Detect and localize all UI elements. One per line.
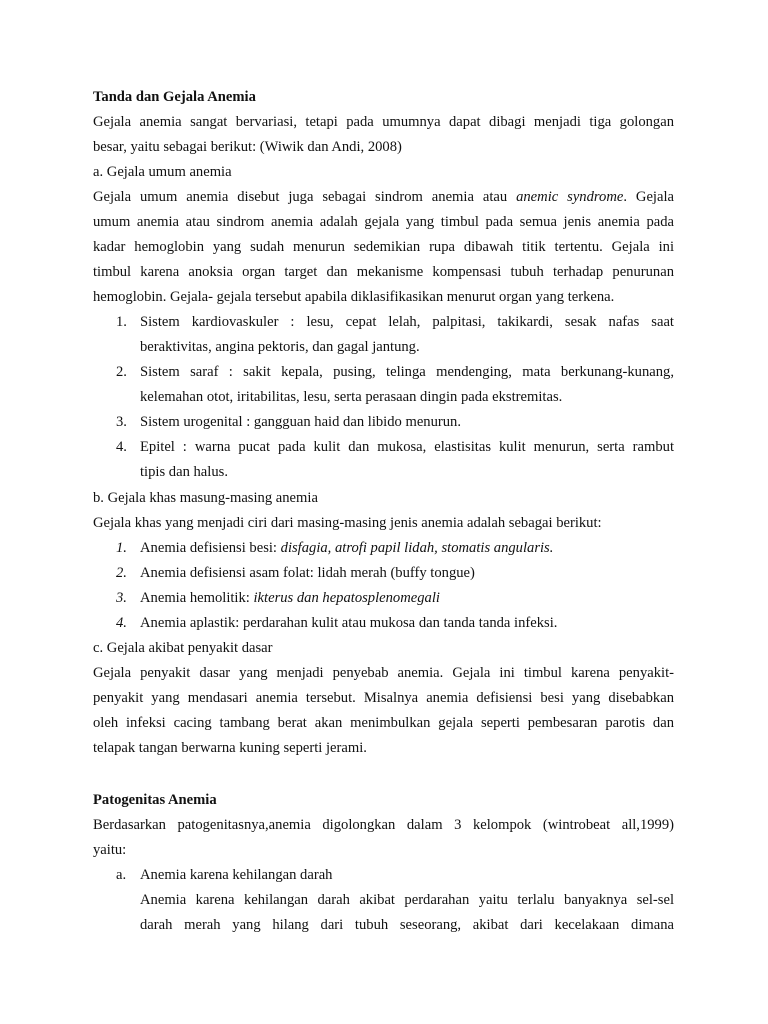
list-item-heading: Anemia karena kehilangan darah (140, 867, 333, 883)
paragraph-line: Anemia karena kehilangan darah akibat perdarahan yaitu terlalu banyaknya sel-sel (140, 892, 674, 908)
section-heading-patogenitas: Patogenitas Anemia (93, 792, 217, 808)
list-item-continuation: kelemahan otot, iritabilitas, lesu, serta perasaan dingin pada ekstremitas. (140, 389, 563, 405)
paragraph-line: darah merah yang hilang dari tubuh seseorang, akibat dari kecelakaan dimana (140, 917, 674, 933)
list-number: 4. (116, 439, 127, 455)
paragraph-line: telapak tangan berwarna kuning seperti jerami. (93, 740, 367, 756)
list-number: 4. (116, 615, 127, 631)
list-number: 3. (116, 414, 127, 430)
list-item-continuation: beraktivitas, angina pektoris, dan gagal jantung. (140, 339, 420, 355)
paragraph-line: kadar hemoglobin yang sudah menurun sedemikian rupa dibawah titik tertentu. Gejala ini (93, 239, 674, 255)
list-number: 2. (116, 364, 127, 380)
list-item: Anemia defisiensi besi: disfagia, atrofi papil lidah, stomatis angularis. (140, 540, 554, 556)
intro-line: besar, yaitu sebagai berikut: (Wiwik dan Andi, 2008) (93, 139, 402, 155)
paragraph-line: Berdasarkan patogenitasnya,anemia digolongkan dalam 3 kelompok (wintrobeat all,1999) (93, 817, 674, 833)
paragraph-line: Gejala penyakit dasar yang menjadi penyebab anemia. Gejala ini timbul karena penyakit- (93, 665, 674, 681)
list-number: 3. (116, 590, 127, 606)
subheading-gejala-umum: a. Gejala umum anemia (93, 164, 232, 180)
paragraph-line: penyakit yang mendasari anemia tersebut. Misalnya anemia defisiensi besi yang disebabkan (93, 690, 674, 706)
list-item: Anemia defisiensi asam folat: lidah merah (buffy tongue) (140, 565, 475, 581)
intro-line: Gejala anemia sangat bervariasi, tetapi pada umumnya dapat dibagi menjadi tiga golongan (93, 114, 674, 130)
paragraph-line: Gejala umum anemia disebut juga sebagai sindrom anemia atau anemic syndrome. Gejala (93, 189, 674, 205)
paragraph-line: hemoglobin. Gejala- gejala tersebut apabila diklasifikasikan menurut organ yang terkena. (93, 289, 615, 305)
list-item-continuation: tipis dan halus. (140, 464, 228, 480)
paragraph-line: yaitu: (93, 842, 127, 858)
list-item: Sistem kardiovaskuler : lesu, cepat lelah, palpitasi, takikardi, sesak nafas saat (140, 314, 674, 330)
list-item: Sistem saraf : sakit kepala, pusing, telinga mendenging, mata berkunang-kunang, (140, 364, 674, 380)
list-number: 1. (116, 314, 127, 330)
paragraph-line: umum anemia atau sindrom anemia adalah gejala yang timbul pada semua jenis anemia pada (93, 214, 674, 230)
list-number: 2. (116, 565, 127, 581)
list-item: Epitel : warna pucat pada kulit dan mukosa, elastisitas kulit menurun, serta rambut (140, 439, 674, 455)
section-heading-tanda-gejala: Tanda dan Gejala Anemia (93, 89, 256, 105)
list-item: Anemia hemolitik: ikterus dan hepatosplenomegali (140, 590, 440, 606)
paragraph-line: Gejala khas yang menjadi ciri dari masing-masing jenis anemia adalah sebagai berikut: (93, 515, 602, 531)
list-number: 1. (116, 540, 127, 556)
subheading-gejala-khas: b. Gejala khas masung-masing anemia (93, 490, 318, 506)
list-item: Sistem urogenital : gangguan haid dan libido menurun. (140, 414, 462, 430)
paragraph-line: timbul karena anoksia organ target dan mekanisme kompensasi tubuh terhadap penurunan (93, 264, 674, 280)
list-item: Anemia aplastik: perdarahan kulit atau mukosa dan tanda tanda infeksi. (140, 615, 558, 631)
subheading-gejala-penyakit-dasar: c. Gejala akibat penyakit dasar (93, 640, 273, 656)
paragraph-line: oleh infeksi cacing tambang berat akan menimbulkan gejala seperti pembesaran parotis dan (93, 715, 674, 731)
list-letter: a. (116, 867, 127, 883)
